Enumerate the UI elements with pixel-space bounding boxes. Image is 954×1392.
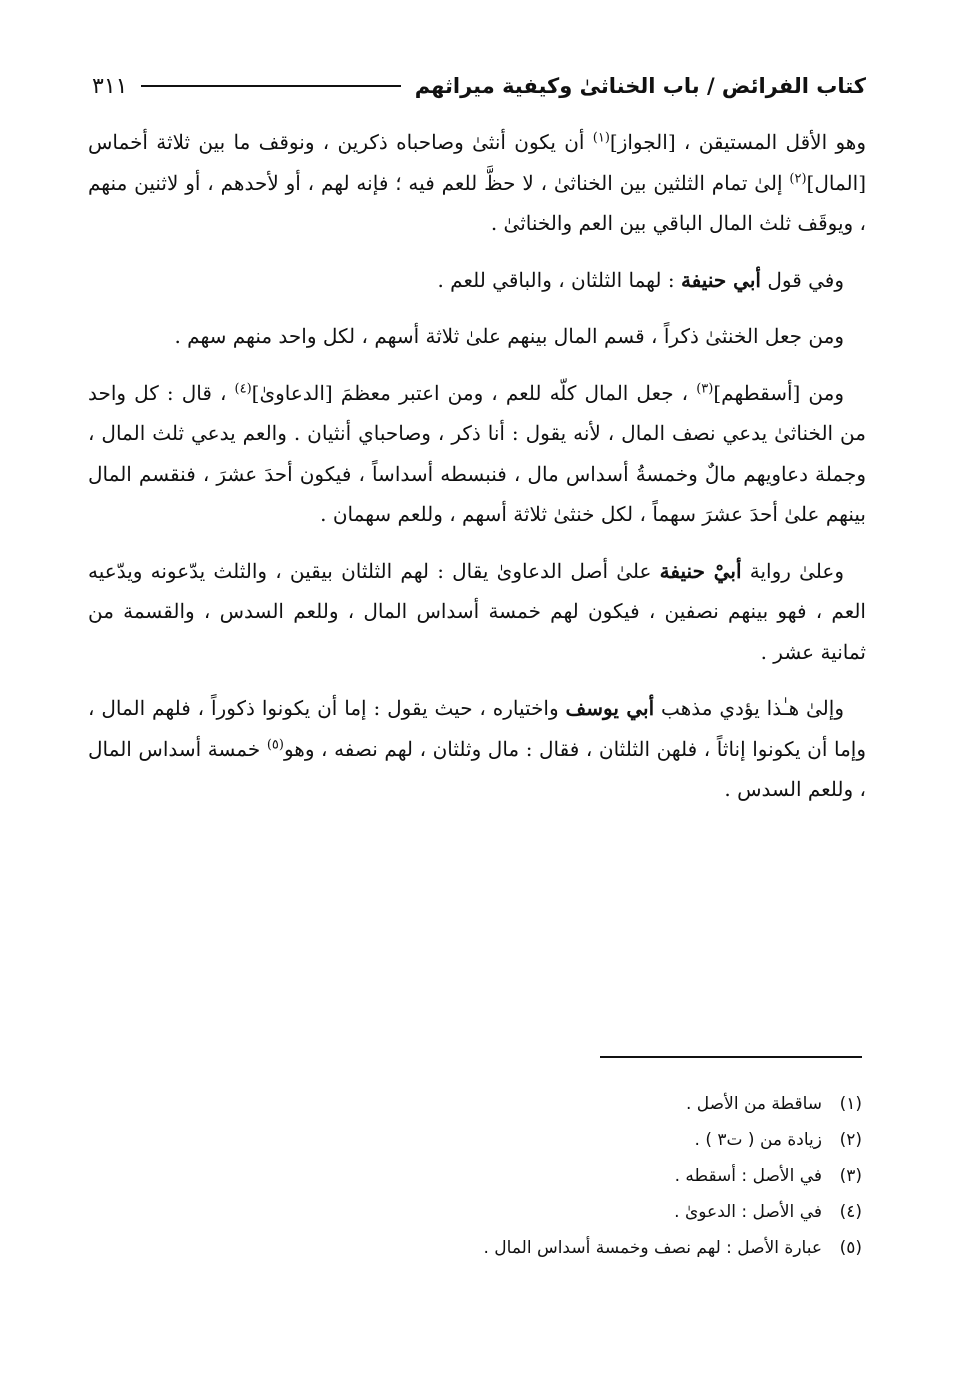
paragraph-text: ، قال : كل واحد من الخناثىٰ يدعي نصف المال ، لأنه يقول : أنا ذكر ، وصاحباي أنثيان . والعم يدعي ثلث المال ، وجملة دعاويهم مالٌ وخمسةُ أسداس مال ، فنبسطه أسداساً ، فيكون أحدَ عشرَ ، فنقسم المال بينهم علىٰ أحدَ عشرَ سهماً ، لكل خنثىٰ ثلاثة أسهم ، وللعم سهمان .: [88, 380, 866, 526]
footnote-ref-4: (٤): [234, 380, 252, 396]
footnote-text: ساقطة من الأصل .: [686, 1094, 822, 1114]
paragraph-text: وإلىٰ هـٰذا يؤدي مذهب: [654, 696, 844, 720]
paragraph-text: ، جعل المال كلّه للعم ، ومن اعتبر معظمَ [الدعاوىٰ]: [251, 380, 697, 405]
footnote-ref-2: (٢): [789, 170, 807, 186]
footnote-ref-1: (١): [592, 130, 610, 146]
footnote-text: زيادة من ( ت٣ ) .: [694, 1130, 822, 1150]
footnote-text: في الأصل : الدعوىٰ .: [674, 1202, 822, 1222]
footnote-2: [300, 1122, 862, 1158]
paragraph-text: : لهما الثلثان ، والباقي للعم .: [437, 267, 681, 292]
paragraph-text: إلىٰ تمام الثلثين بين الخناثىٰ ، لا حظَّ للعم فيه ؛ فإنه لهم ، أو لأحدهم ، أو لاثنين منهم ، ويوقَف ثلث المال الباقي بين العم والخناثىٰ .: [88, 170, 866, 235]
paragraph-text: علىٰ أصل الدعاوىٰ يقال : لهم الثلثان بيقين ، والثلث يدّعونه ويدّعيه العم ، فهو بينهم نصفين ، فيكون لهم خمسة أسداس المال ، وللعم السدس ، والقسمة من ثمانية عشر .: [88, 558, 866, 664]
footnote-3: [300, 1158, 862, 1194]
paragraph-text: وفي قول: [760, 267, 844, 292]
scholar-name: أبي حنيفة: [680, 267, 761, 292]
page-number: ٣١١: [92, 73, 128, 99]
paragraph-text: خمسة أسداس المال ، وللعم السدس .: [88, 736, 866, 801]
footnote-number: (٥): [839, 1238, 862, 1258]
header-rule: [141, 85, 400, 87]
paragraph-text: وعلىٰ رواية: [741, 558, 844, 583]
page-header: [92, 66, 866, 106]
running-head: كتاب الفرائض / باب الخناثىٰ وكيفية ميراثهم: [414, 74, 866, 98]
footnote-text: عبارة الأصل : لهم نصف وخمسة أسداس المال .: [483, 1238, 822, 1258]
paragraph-text: ومن [أسقطهم]: [713, 380, 844, 405]
paragraph-2: [88, 260, 866, 301]
footnote-ref-3: (٣): [696, 380, 714, 396]
footnotes: [300, 1086, 862, 1266]
footnote-5: [300, 1230, 862, 1266]
paragraph-text: وهو الأقل المستيقن ، [الجواز]: [609, 130, 866, 154]
paragraph-3: ومن جعل الخنثىٰ ذكراً ، قسم المال بينهم علىٰ ثلاثة أسهم ، لكل واحد منهم سهم .: [174, 324, 844, 348]
paragraph-5: [88, 551, 866, 673]
footnote-4: [300, 1194, 862, 1230]
paragraph-6: [88, 688, 866, 810]
footnote-number: (٣): [839, 1166, 862, 1186]
scholar-name: أبي يوسف: [565, 696, 655, 720]
paragraph-4: [88, 373, 866, 535]
scholar-name: أبيْ حنيفة: [659, 558, 742, 583]
paragraph-text: واختياره ، حيث يقول : إما أن يكونوا ذكوراً ، فلهم المال ، وإما أن يكونوا إناثاً ، فلهن الثلثان ، فقال : مال وثلثان ، لهم نصفه ، وهو: [88, 696, 867, 761]
paragraph-text: أن يكون أنثىٰ وصاحباه ذكرين ، ونوقف ما بين ثلاثة أخماس [المال]: [88, 130, 866, 195]
main-text: [88, 122, 866, 826]
footnote-separator: [600, 1056, 862, 1058]
footnote-number: (٢): [839, 1130, 862, 1150]
footnote-ref-5: (٥): [266, 736, 284, 752]
footnote-1: [300, 1086, 862, 1122]
footnote-number: (٤): [839, 1202, 862, 1222]
paragraph-1: [88, 122, 866, 244]
footnote-number: (١): [839, 1094, 862, 1114]
footnote-text: في الأصل : أسقطه .: [674, 1166, 822, 1186]
